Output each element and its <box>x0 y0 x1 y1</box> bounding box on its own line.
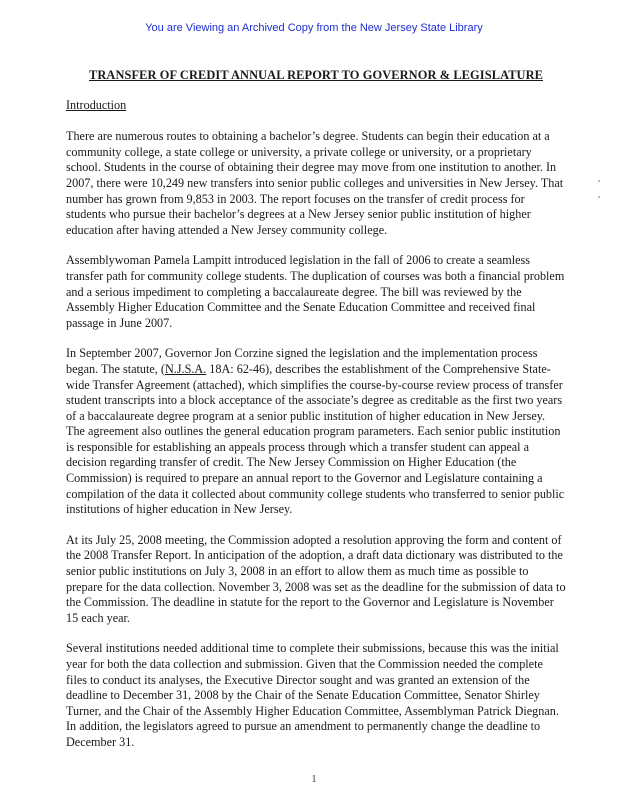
paragraph-legislation-introduced: Assemblywoman Pamela Lampitt introduced legislation in the fall of 2006 to create a seamless transfer path for community college students. The duplication of courses was both a financial problem and a serious impediment to completing a baccalaureate degree. The bill was reviewed by the Assembly Higher Education Committee and the Senate Education Committee and received final passage in June 2007. <box>66 253 565 330</box>
scan-speck <box>598 180 600 182</box>
statute-citation: N.J.S.A. <box>164 361 207 376</box>
paragraph-routes-to-degree: There are numerous routes to obtaining a bachelor’s degree. Students can begin their education at a community college, a state college or university, a private college or university, or a proprietary school. Students in the course of obtaining their degree may move from one institution to another. In 2007, there were 10,249 new transfers into senior public colleges and universities in New Jersey. That number has grown from 9,853 in 2003. The report focuses on the transfer of credit process for students who pursue their bachelor’s degrees at a New Jersey senior public institution of higher education after having attended a New Jersey community college. <box>66 129 564 237</box>
document-title: TRANSFER OF CREDIT ANNUAL REPORT TO GOVERNOR & LEGISLATURE <box>88 68 544 82</box>
section-heading-introduction: Introduction <box>66 97 127 112</box>
paragraph-text-after-statute: 18A: 62-46), describes the establishment of the Comprehensive State-wide Transfer Agreement (attached), which simplifies the course-by-course review process of transfer student transcripts into a block acceptance of the associate’s degree as creditable as the first two years of a baccalaureate degree program at a senior public institution of higher education in New Jersey. The agreement also outlines the general education program parameters. Each senior public institution is responsible for establishing an appeals process through which a transfer student can appeal a decision regarding transfer of credit. The New Jersey Commission on Higher Education (the Commission) is required to prepare an annual report to the Governor and Legislature containing a compilation of the data it collected about community college students who transferred to senior public institutions of higher education in New Jersey. <box>66 361 565 517</box>
page-number: 1 <box>311 774 317 785</box>
paragraph-statute-signed <box>66 346 566 518</box>
archive-banner: You are Viewing an Archived Copy from the New Jersey State Library <box>145 22 483 34</box>
document-page <box>66 68 566 766</box>
paragraph-commission-meeting: At its July 25, 2008 meeting, the Commission adopted a resolution approving the form and content of the 2008 Transfer Report. In anticipation of the adoption, a draft data dictionary was distributed to the senior public institutions on July 3, 2008 in an effort to allow them as much time as possible to prepare for the data collection. November 3, 2008 was set as the deadline for the submission of data to the Commission. The deadline in statute for the report to the Governor and Legislature is November 15 each year. <box>66 532 566 625</box>
scan-speck <box>598 196 600 198</box>
paragraph-text-before-statute: In September 2007, Governor Jon Corzine signed the legislation and the implementation process began. The statute, ( <box>66 346 538 376</box>
paragraph-deadline-extension: Several institutions needed additional time to complete their submissions, because this was the initial year for both the data collection and submission. Given that the Commission needed the complete files to conduct its analyses, the Executive Director sought and was granted an extension of the deadline to December 31, 2008 by the Chair of the Senate Education Committee, Senator Shirley Turner, and the Chair of the Assembly Higher Education Committee, Assemblyman Patrick Diegnan. In addition, the legislators agreed to pursue an amendment to permanently change the deadline to December 31. <box>66 641 559 749</box>
